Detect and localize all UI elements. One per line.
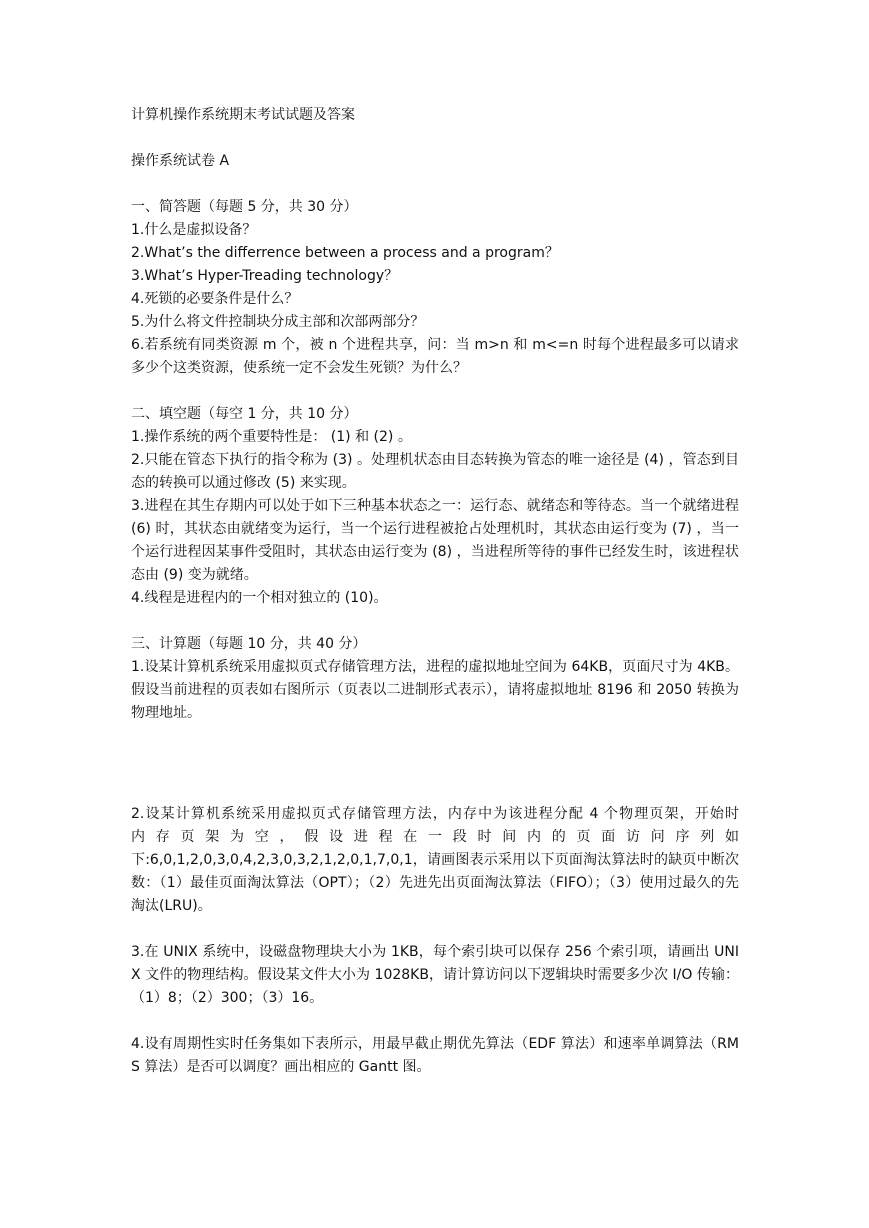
spacer: [131, 725, 739, 803]
section2-question-4: 4.线程是进程内的一个相对独立的 (10)。: [131, 590, 388, 606]
section1-heading: 一、简答题（每题 5 分，共 30 分）: [131, 199, 358, 215]
document-title: 计算机操作系统期末考试试题及答案: [131, 107, 355, 123]
section2-question-1: 1.操作系统的两个重要特性是： (1) 和 (2) 。: [131, 429, 412, 445]
section1-question-6: 6.若系统有同类资源 m 个，被 n 个进程共享，问：当 m>n 和 m<=n 时每个进程最多可以请求多少个这类资源，使系统一定不会发生死锁？为什么？: [131, 337, 739, 376]
section3-question-4: 4.设有周期性实时任务集如下表所示，用最早截止期优先算法（EDF 算法）和速率单调算法（RMS 算法）是否可以调度？画出相应的 Gantt 图。: [131, 1036, 739, 1075]
section3-question-2-line-2: 内 存 页 架 为 空 ， 假 设 进 程 在 一 段 时 间 内 的 页 面 访 问 序 列 如: [131, 829, 739, 845]
section3-question-3: 3.在 UNIX 系统中，设磁盘物理块大小为 1KB，每个索引块可以保存 256 个索引项，请画出 UNIX 文件的物理结构。假设某文件大小为 1028KB，请计算访问以下逻辑块时需要多少次 I/O 传输：（1）8；（2）300；（3）16。: [131, 944, 739, 1006]
section1-question-5: 5.为什么将文件控制块分成主部和次部两部分？: [131, 314, 425, 330]
section2-heading: 二、填空题（每空 1 分，共 10 分）: [131, 406, 358, 422]
section1-question-3: 3.What’s Hyper-Treading technology？: [131, 268, 399, 284]
spacer: [131, 380, 739, 403]
spacer: [131, 1010, 739, 1033]
section2-question-3: 3.进程在其生存期内可以处于如下三种基本状态之一：运行态、就绪态和等待态。当一个就绪进程 (6) 时，其状态由就绪变为运行，当一个运行进程被抢占处理机时，其状态由运行变为 (7) ，当一个运行进程因某事件受阻时，其状态由运行变为 (8) ，当进程所等待的事件已经发生时，该进程状态由 (9) 变为就绪。: [131, 498, 739, 583]
spacer: [131, 918, 739, 941]
section1-question-4: 4.死锁的必要条件是什么？: [131, 291, 299, 307]
spacer: [131, 173, 739, 196]
spacer: [131, 610, 739, 633]
section3-heading: 三、计算题（每题 10 分，共 40 分）: [131, 636, 367, 652]
section3-question-2-line-1: 2.设某计算机系统采用虚拟页式存储管理方法，内存中为该进程分配 4 个物理页架，开始时: [131, 806, 739, 822]
section1-question-1: 1.什么是虚拟设备？: [131, 222, 257, 238]
document-page: [131, 104, 739, 1079]
section2-question-2: 2.只能在管态下执行的指令称为 (3) 。处理机状态由目态转换为管态的唯一途径是 (4) ，管态到目态的转换可以通过修改 (5) 来实现。: [131, 452, 739, 491]
section3-question-2-rest: 下:6,0,1,2,0,3,0,4,2,3,0,3,2,1,2,0,1,7,0,1，请画图表示采用以下页面淘汰算法时的缺页中断次数：（1）最佳页面淘汰算法（OPT）；（2）先进先出页面淘汰算法（FIFO）；（3）使用过最久的先淘汰(LRU)。: [131, 852, 739, 914]
section1-question-2: 2.What’s the differrence between a process and a program？: [131, 245, 559, 261]
spacer: [131, 127, 739, 150]
section3-question-1: 1.设某计算机系统采用虚拟页式存储管理方法，进程的虚拟地址空间为 64KB，页面尺寸为 4KB。假设当前进程的页表如右图所示（页表以二进制形式表示），请将虚拟地址 8196 和 2050 转换为物理地址。: [131, 659, 739, 721]
document-subtitle: 操作系统试卷 A: [131, 153, 230, 169]
